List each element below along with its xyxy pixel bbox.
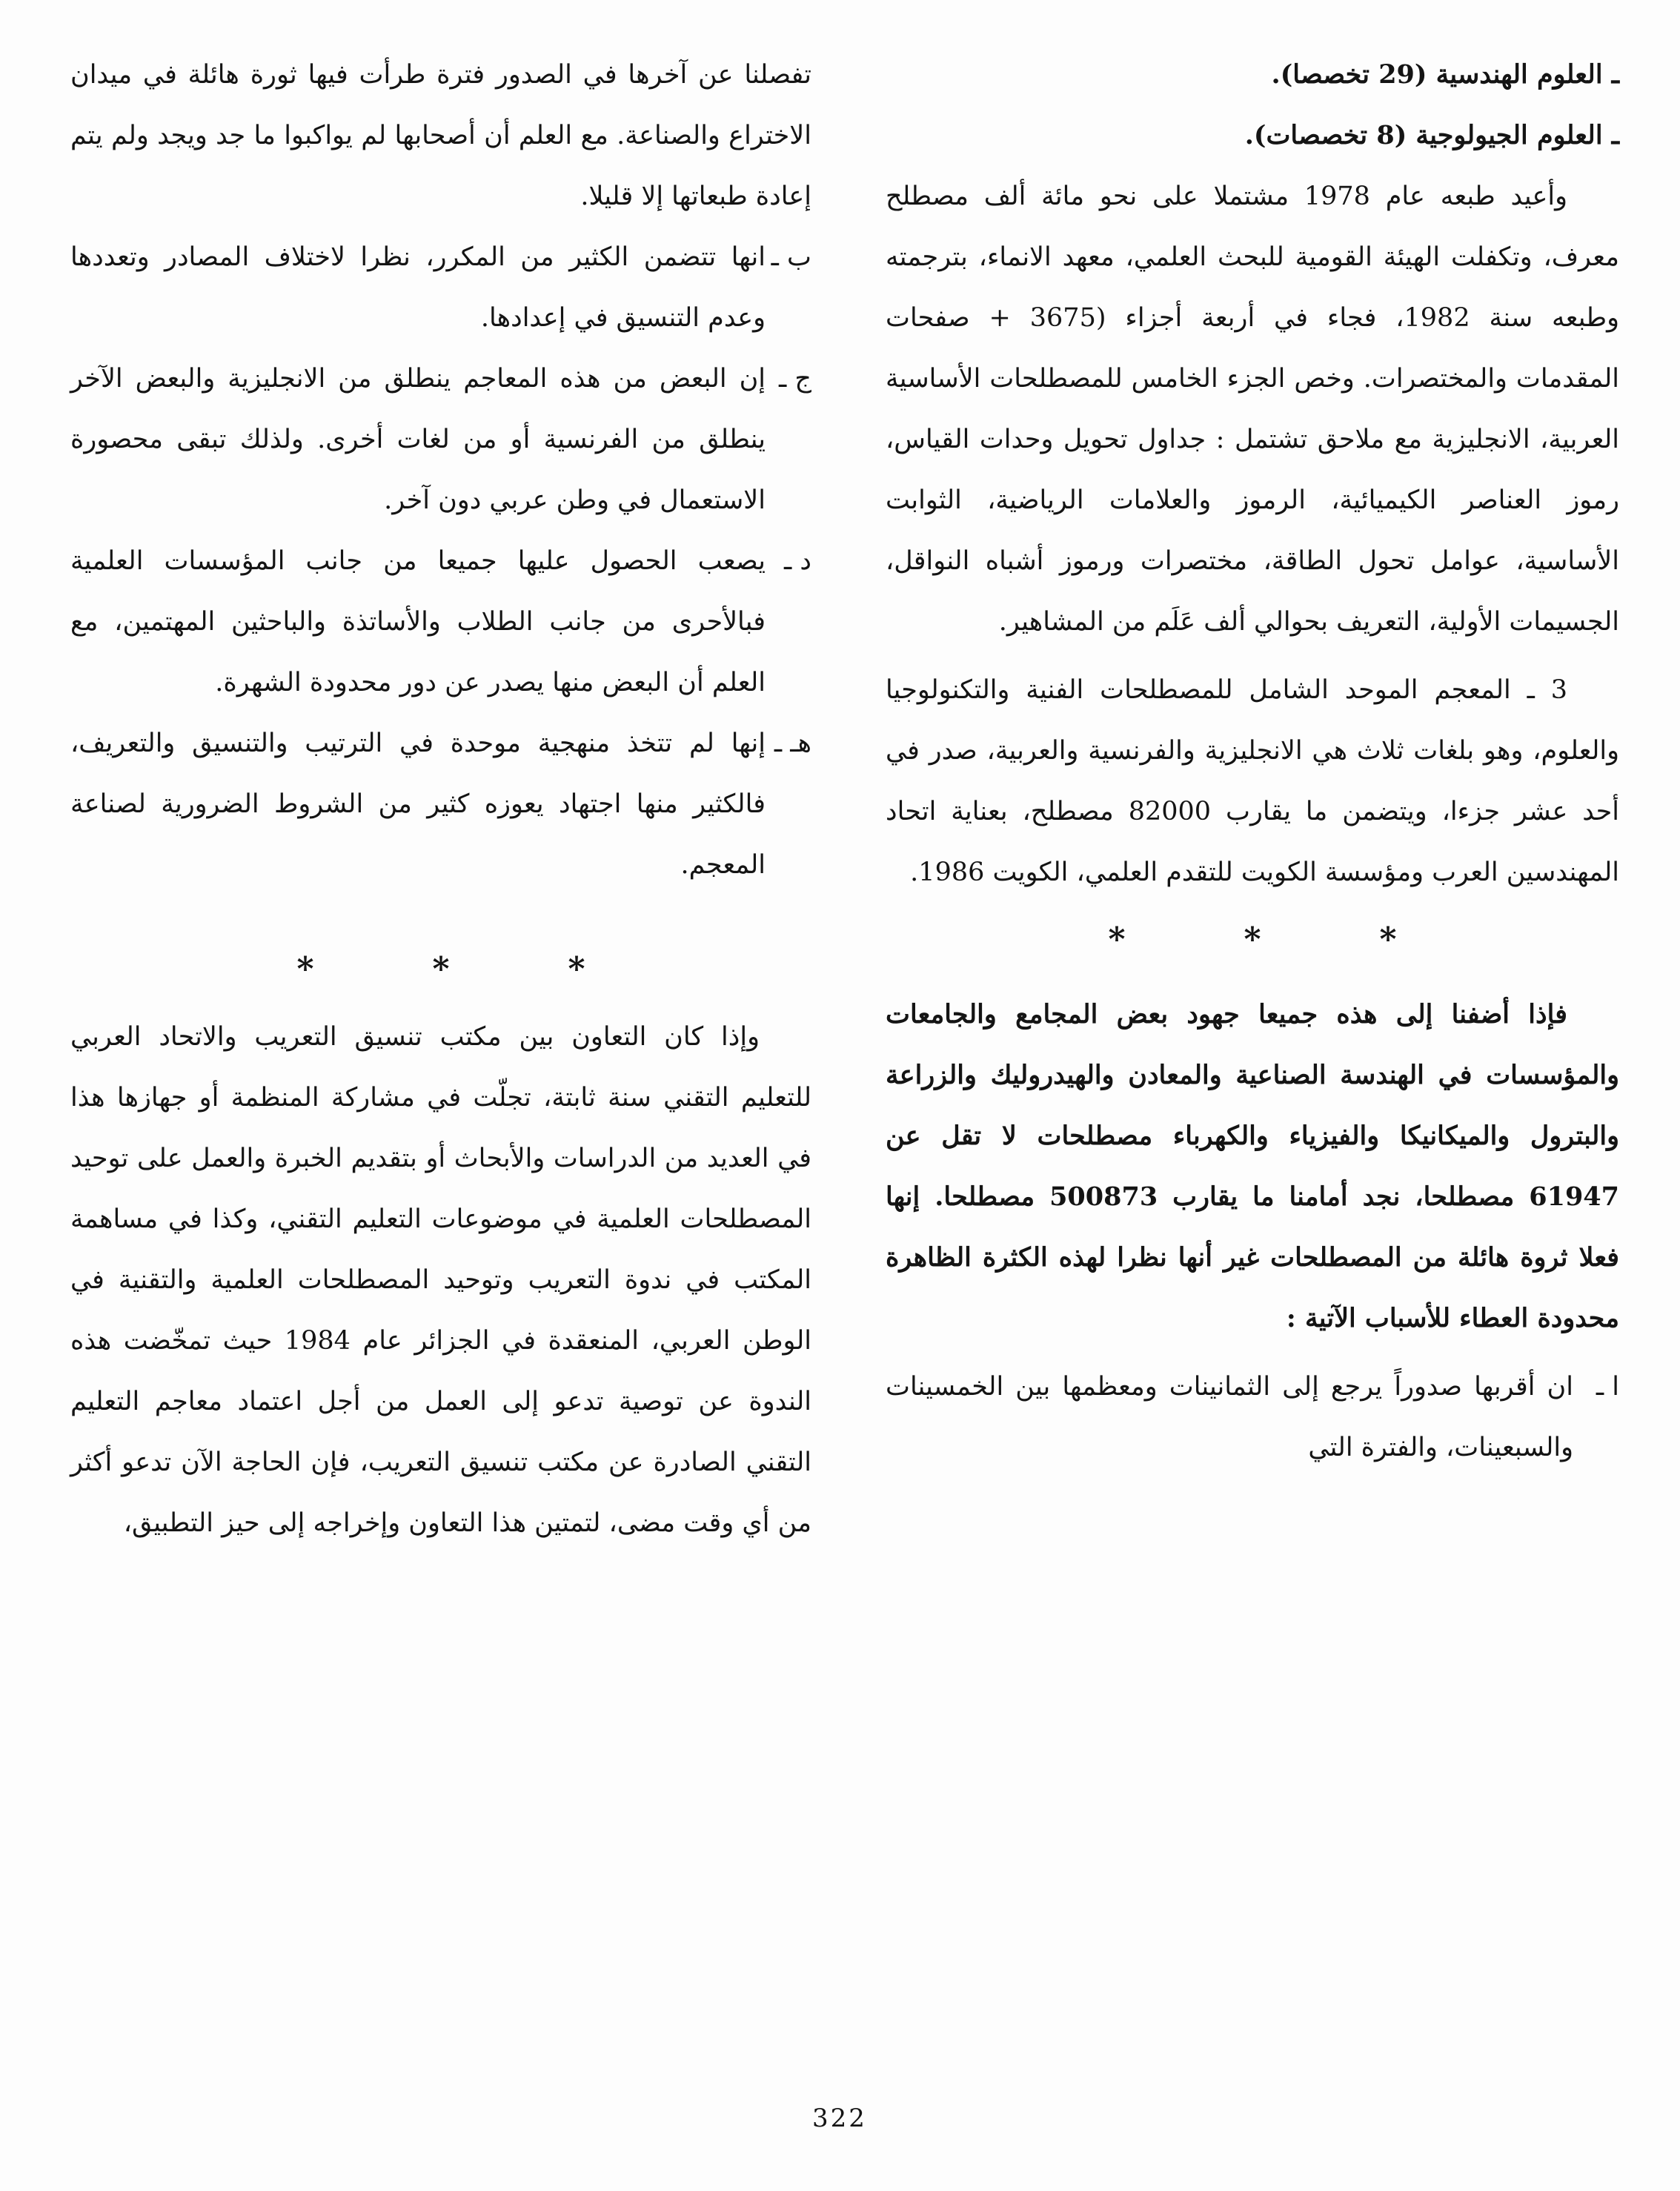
left-column: [70, 44, 811, 1554]
list-item-d: [70, 531, 811, 713]
separator-star: *: [432, 950, 450, 988]
list-marker: د ـ: [784, 546, 811, 576]
separator-star: *: [1244, 921, 1261, 958]
list-item-text: يصعب الحصول عليها جميعا من جانب المؤسسات العلمية فبالأحرى من جانب الطلاب والأساتذة والباحثين المهتمين، مع العلم أن البعض منها يصدر عن دور محدودة الشهرة.: [70, 546, 766, 697]
list-item-a: [886, 1356, 1619, 1478]
list-marker: هـ ـ: [774, 729, 811, 758]
list-item-text: إنها لم تتخذ منهجية موحدة في الترتيب والتنسيق والتعريف، فالكثير منها اجتهاد يعوزه كثير من الشروط الضرورية لصناعة المعجم.: [70, 729, 766, 880]
list-item-text: ان أقربها صدوراً يرجع إلى الثمانينات ومعظمها بين الخمسينات والسبعينات، والفترة التي: [886, 1372, 1573, 1462]
separator-star: *: [296, 950, 314, 988]
list-item-c: [70, 348, 811, 531]
bullet-geological-sciences: ـ العلوم الجيولوجية (8 تخصصات).: [1244, 120, 1619, 150]
list-item-text: انها تتضمن الكثير من المكرر، نظرا لاختلاف المصادر وتعددها وعدم التنسيق في إعدادها.: [70, 242, 766, 333]
paragraph-continuation: تفصلنا عن آخرها في الصدور فترة طرأت فيها ثورة هائلة في ميدان الاختراع والصناعة. مع العلم أن أصحابها لم يواكبوا ما جد ويجد ولم يتم إعادة طبعاتها إلا قليلا.: [70, 60, 811, 211]
list-marker: ج ـ: [779, 364, 811, 394]
list-item-b: [70, 227, 811, 348]
list-item-e: [70, 713, 811, 895]
right-column: [886, 44, 1619, 1478]
paragraph-unified-dictionary: 3 ـ المعجم الموحد الشامل للمصطلحات الفنية والتكنولوجيا والعلوم، وهو بلغات ثلاث هي الانجليزية والفرنسية والعربية، صدر في أحد عشر جزءا، ويتضمن ما يقارب 82000 مصطلح، بعناية اتحاد المهندسين العرب ومؤسسة الكويت للتقدم العلمي، الكويت 1986.: [886, 675, 1620, 887]
paragraph-reprint-1978: وأعيد طبعه عام 1978 مشتملا على نحو مائة ألف مصطلح معرف، وتكفلت الهيئة القومية للبحث العلمي، معهد الانماء، بترجمته وطبعه سنة 1982، فجاء في أربعة أجزاء (3675 + صفحات المقدمات والمختصرات. وخص الجزء الخامس للمصطلحات الأساسية العربية، الانجليزية مع ملاحق تشتمل : جداول تحويل وحدات القياس، رموز العناصر الكيميائية، الرموز والعلامات الرياضية، الثوابت الأساسية، عوامل تحول الطاقة، مختصرات ورموز أشباه النواقل، الجسيمات الأولية، التعريف بحوالي ألف عَلَم من المشاهير.: [886, 182, 1620, 637]
separator-star: *: [568, 950, 585, 988]
list-marker: ا ـ: [1596, 1372, 1619, 1402]
page-number: 322: [812, 2104, 867, 2133]
paragraph-cooperation: وإذا كان التعاون بين مكتب تنسيق التعريب والاتحاد العربي للتعليم التقني سنة ثابتة، تجلّت في مشاركة المنظمة أو جهازها هذا في العديد من الدراسات والأبحاث أو بتقديم الخبرة والعمل على توحيد المصطلحات العلمية في موضوعات التعليم التقني، وكذا في مساهمة المكتب في ندوة التعريب وتوحيد المصطلحات العلمية والتقنية في الوطن العربي، المنعقدة في الجزائر عام 1984 حيث تمخّضت هذه الندوة عن توصية تدعو إلى العمل من أجل اعتماد معاجم التعليم التقني الصادرة عن مكتب تنسيق التعريب، فإن الحاجة الآن تدعو أكثر من أي وقت مضى، لتمتين هذا التعاون وإخراجه إلى حيز التطبيق،: [70, 1022, 811, 1538]
section-separator-stars: [70, 932, 811, 1007]
separator-star: *: [1108, 921, 1126, 958]
bullet-engineering-sciences: ـ العلوم الهندسية (29 تخصصا).: [1271, 59, 1619, 90]
list-item-text: إن البعض من هذه المعاجم ينطلق من الانجليزية والبعض الآخر ينطلق من الفرنسية أو من لغات أخرى. ولذلك تبقى محصورة الاستعمال في وطن عربي دون آخر.: [70, 364, 766, 515]
separator-star: *: [1379, 921, 1397, 958]
section-separator-stars: [886, 903, 1619, 977]
paragraph-terminology-wealth: فإذا أضفنا إلى هذه جميعا جهود بعض المجامع والجامعات والمؤسسات في الهندسة الصناعية والمعادن والهيدروليك والزراعة والبترول والميكانيكا والفيزياء والكهرباء مصطلحات لا تقل عن 61947 مصطلحا، نجد أمامنا ما يقارب 500873 مصطلحا. إنها فعلا ثروة هائلة من المصطلحات غير أنها نظرا لهذه الكثرة الظاهرة محدودة العطاء للأسباب الآتية :: [886, 999, 1619, 1333]
list-marker: ب ـ: [771, 242, 811, 272]
